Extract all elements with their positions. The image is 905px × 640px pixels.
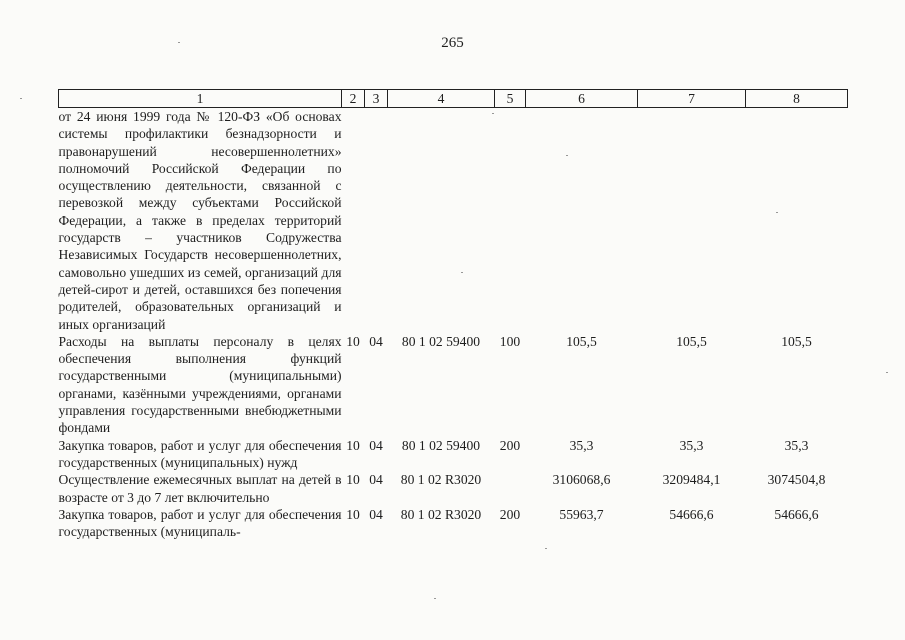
cell-pr: 04 [369, 333, 383, 349]
cell-vr [495, 108, 526, 333]
cell-vr [495, 471, 526, 506]
column-header: 5 [495, 90, 526, 108]
column-header: 1 [59, 90, 342, 108]
column-header: 7 [638, 90, 746, 108]
table-header-row [59, 90, 848, 108]
cell-year3 [746, 108, 848, 333]
row-name: Закупка товаров, работ и услуг для обеспечения государственных (муниципаль- [58, 506, 342, 540]
cell-csr: 80 1 02 R3020 [400, 472, 482, 488]
column-header: 4 [388, 90, 495, 108]
cell-rz: 10 [346, 506, 360, 522]
cell-pr: 04 [369, 472, 383, 488]
column-header: 8 [746, 90, 848, 108]
row-name: Закупка товаров, работ и услуг для обеспечения государственных (муниципальных) нужд [58, 437, 342, 470]
cell-year3: 3074504,8 [767, 472, 826, 488]
scan-speck [461, 272, 463, 273]
cell-pr [365, 108, 388, 333]
column-header: 3 [365, 90, 388, 108]
cell-year1: 105,5 [566, 333, 597, 349]
table-row [59, 471, 848, 506]
cell-vr: 100 [499, 333, 521, 349]
cell-vr: 200 [499, 437, 521, 453]
scan-speck [566, 155, 568, 156]
cell-year3: 35,3 [784, 437, 809, 453]
cell-csr: 80 1 02 59400 [401, 333, 481, 349]
cell-year2: 105,5 [676, 333, 707, 349]
row-name: от 24 июня 1999 года № 120-ФЗ «Об основах системы профилактики безнадзорности и правонарушений несовершеннолетних» полномочий Российской Федерации по осуществлению деятельности, связанной с перевозкой между субъектами Российской Федерации, а также в пределах территорий государств – участников Содружества Независимых Государств несовершеннолетних, самовольно ушедших из семей, организаций для детей-сирот и детей, оставшихся без попечения родителей, образовательных организаций и иных организаций [58, 109, 342, 332]
cell-csr [388, 108, 495, 333]
cell-year2: 54666,6 [669, 506, 714, 522]
cell-rz [342, 108, 365, 333]
cell-rz: 10 [346, 437, 360, 453]
scan-speck [178, 42, 180, 43]
scan-speck [545, 548, 547, 549]
table-row [59, 437, 848, 472]
cell-rz: 10 [346, 472, 360, 488]
cell-year2: 35,3 [679, 437, 704, 453]
page-number: 265 [441, 35, 464, 51]
cell-vr: 200 [499, 506, 521, 522]
cell-year1: 55963,7 [559, 506, 604, 522]
scan-speck [20, 98, 22, 99]
cell-rz: 10 [346, 333, 360, 349]
scan-speck [492, 113, 494, 114]
cell-year3: 54666,6 [774, 506, 819, 522]
cell-year1: 35,3 [569, 437, 594, 453]
table-row [59, 108, 848, 333]
table-row [59, 506, 848, 541]
scan-speck [776, 212, 778, 213]
table-row [59, 333, 848, 437]
scan-speck [886, 372, 888, 373]
column-header: 6 [526, 90, 638, 108]
cell-pr: 04 [369, 506, 383, 522]
scan-speck [434, 598, 436, 599]
cell-year2: 3209484,1 [662, 472, 721, 488]
cell-year3: 105,5 [781, 333, 812, 349]
cell-pr: 04 [369, 437, 383, 453]
cell-csr: 80 1 02 R3020 [400, 506, 482, 522]
cell-year1 [526, 108, 638, 333]
row-name: Расходы на выплаты персоналу в целях обеспечения выполнения функций государственными (муниципальными) органами, казёнными учреждениями, органами управления государственными внебюджетными фондами [58, 333, 342, 436]
cell-csr: 80 1 02 59400 [401, 437, 481, 453]
budget-table [58, 89, 848, 540]
column-header: 2 [342, 90, 365, 108]
row-name: Осуществление ежемесячных выплат на детей в возрасте от 3 до 7 лет включительно [58, 472, 342, 505]
cell-year2 [638, 108, 746, 333]
cell-year1: 3106068,6 [552, 472, 611, 488]
